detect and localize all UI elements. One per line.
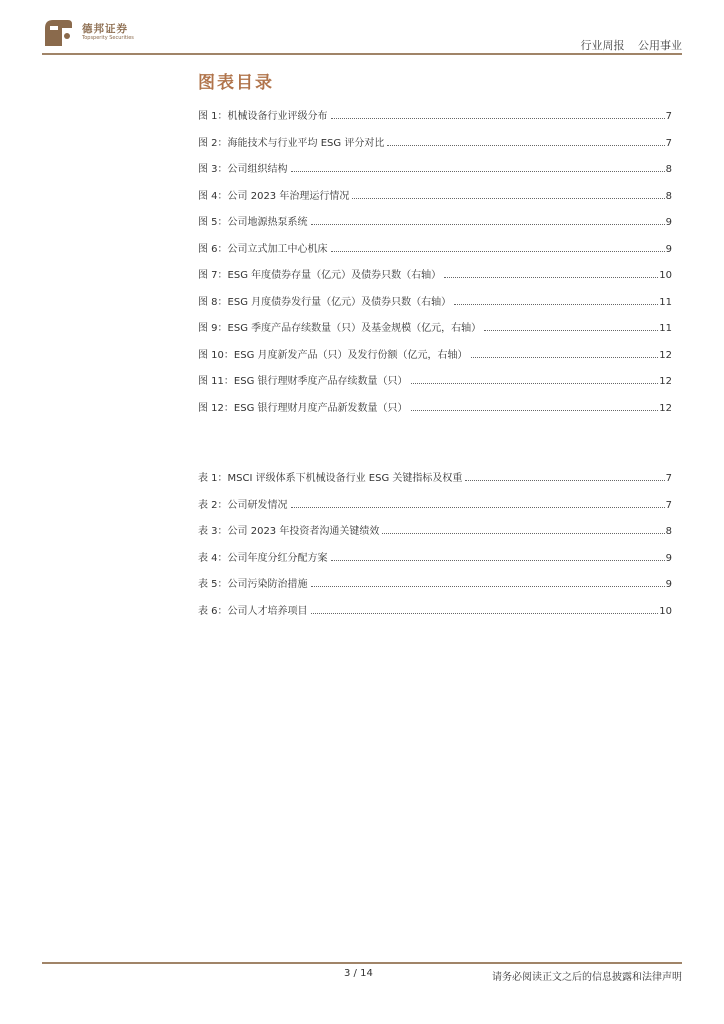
toc-entry-label: 图 3：公司组织结构 [198, 164, 288, 175]
toc-entry-page: 12 [659, 349, 672, 361]
toc-leader-dots [382, 532, 664, 534]
toc-leader-dots [387, 144, 664, 146]
toc-entry-figure[interactable] [198, 345, 672, 361]
toc-entry-figure[interactable] [198, 186, 672, 202]
toc-entry-page: 7 [665, 111, 672, 122]
toc-entry-label: 表 1：MSCI 评级体系下机械设备行业 ESG 关键指标及权重 [198, 473, 463, 484]
toc-entry-label: 表 2：公司研发情况 [198, 499, 288, 511]
brand-name-en: Topsperity Securities [82, 35, 134, 41]
toc-entry-label: 图 10：ESG 月度新发产品（只）及发行份额（亿元，右轴） [198, 349, 468, 361]
toc-entry-page: 9 [665, 243, 672, 255]
brand-name-cn: 德邦证券 [82, 23, 128, 35]
toc-entry-label: 图 8：ESG 月度债券发行量（亿元）及债券只数（右轴） [198, 296, 452, 308]
toc-entry-page: 10 [659, 270, 672, 281]
toc-entry-table[interactable] [198, 495, 672, 511]
toc-leader-dots [444, 276, 658, 278]
disclaimer-note: 请务必阅读正文之后的信息披露和法律声明 [492, 972, 682, 983]
toc-leader-dots [484, 329, 658, 331]
toc-entry-label: 图 4：公司 2023 年治理运行情况 [198, 190, 350, 202]
toc-entry-figure[interactable] [198, 239, 672, 255]
toc-entry-figure[interactable] [198, 398, 672, 414]
toc-leader-dots [454, 303, 658, 305]
toc-entry-page: 7 [665, 473, 672, 484]
toc-entry-label: 表 3：公司 2023 年投资者沟通关键绩效 [198, 526, 380, 537]
toc-entry-label: 图 9：ESG 季度产品存续数量（只）及基金规模（亿元，右轴） [198, 323, 482, 334]
page-number: 3 / 14 [344, 968, 373, 979]
toc-entry-label: 图 11：ESG 银行理财季度产品存续数量（只） [198, 376, 408, 387]
header-tags [571, 37, 683, 53]
toc-entry-figure[interactable] [198, 212, 672, 228]
toc-entry-figure[interactable] [198, 318, 672, 334]
toc-entry-table[interactable] [198, 548, 672, 564]
toc-entry-label: 图 7：ESG 年度债券存量（亿元）及债券只数（右轴） [198, 270, 442, 281]
toc-entry-page: 7 [665, 137, 672, 149]
toc-entry-table[interactable] [198, 574, 672, 590]
toc-entry-label: 表 5：公司污染防治措施 [198, 579, 308, 590]
toc-leader-dots [411, 382, 659, 384]
toc-entry-page: 9 [665, 217, 672, 228]
toc-leader-dots [352, 197, 664, 199]
toc-entry-page: 11 [659, 296, 672, 308]
toc-leader-dots [411, 409, 659, 411]
toc-entry-page: 9 [665, 552, 672, 564]
toc-entry-figure[interactable] [198, 106, 672, 122]
toc-entry-page: 8 [665, 164, 672, 175]
toc-entry-figure[interactable] [198, 371, 672, 387]
toc-entry-page: 10 [659, 605, 672, 617]
toc-entry-figure[interactable] [198, 265, 672, 281]
toc-entry-page: 8 [665, 526, 672, 537]
toc-entry-label: 表 4：公司年度分红分配方案 [198, 552, 328, 564]
toc-entry-label: 图 1：机械设备行业评级分布 [198, 111, 328, 122]
toc-leader-dots [331, 250, 665, 252]
toc-entry-table[interactable] [198, 521, 672, 537]
toc-entry-label: 表 6：公司人才培养项目 [198, 605, 308, 617]
header-tag-report-type: 行业周报 [580, 39, 625, 52]
toc-entry-label: 图 5：公司地源热泵系统 [198, 217, 308, 228]
toc-entry-page: 9 [665, 579, 672, 590]
toc-entry-table[interactable] [198, 468, 672, 484]
toc-leader-dots [291, 170, 665, 172]
header-tag-industry: 公用事业 [638, 39, 682, 52]
header-divider [42, 53, 682, 55]
footer-divider [42, 962, 682, 964]
toc-entry-label: 图 6：公司立式加工中心机床 [198, 243, 328, 255]
toc-entry-page: 8 [665, 190, 672, 202]
toc-title: 图表目录 [198, 73, 274, 93]
toc-entry-label: 图 12：ESG 银行理财月度产品新发数量（只） [198, 402, 408, 414]
toc-entry-figure[interactable] [198, 292, 672, 308]
toc-entry-figure[interactable] [198, 159, 672, 175]
toc-entry-figure[interactable] [198, 133, 672, 149]
toc-leader-dots [471, 356, 659, 358]
toc-entry-table[interactable] [198, 601, 672, 617]
toc-leader-dots [311, 223, 665, 225]
toc-leader-dots [465, 479, 664, 481]
toc-leader-dots [331, 559, 665, 561]
toc-entry-page: 7 [665, 499, 672, 511]
toc-entry-page: 12 [659, 402, 672, 414]
toc-entry-page: 12 [659, 376, 672, 387]
company-logo [42, 16, 142, 48]
toc-leader-dots [331, 117, 665, 119]
toc-leader-dots [311, 612, 659, 614]
toc-leader-dots [291, 506, 665, 508]
toc-leader-dots [311, 585, 665, 587]
toc-entry-label: 图 2：海能技术与行业平均 ESG 评分对比 [198, 137, 385, 149]
page-header [0, 0, 724, 56]
toc-entry-page: 11 [659, 323, 672, 334]
logo-mark-icon [42, 16, 76, 48]
